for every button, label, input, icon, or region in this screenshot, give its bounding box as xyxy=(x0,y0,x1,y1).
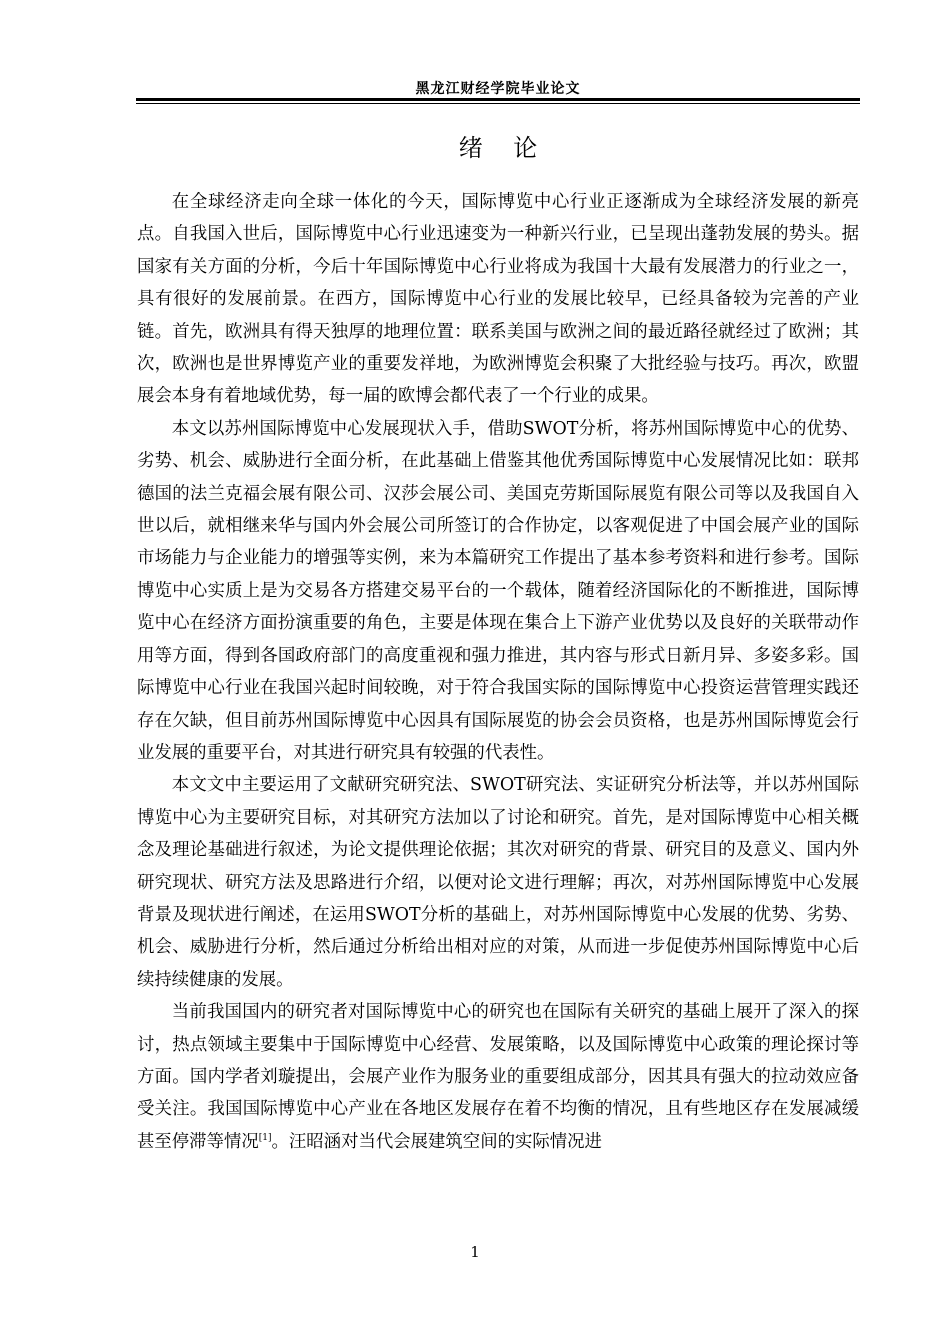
page-number: 1 xyxy=(470,1243,480,1261)
paragraph-text: 当前我国国内的研究者对国际博览中心的研究也在国际有关研究的基础上展开了深入的探讨，热点领域主要集中于国际博览中心经营、发展策略，以及国际博览中心政策的理论探讨等方面。国内学者刘璇提出，会展产业作为服务业的重要组成部分，因其具有强大的拉动效应备受关注。我国国际博览中心产业在各地区发展存在着不均衡的情况，且有些地区存在发展减缓甚至停滞等情况 xyxy=(137,1002,859,1152)
paragraph: 在全球经济走向全球一体化的今天，国际博览中心行业正逐渐成为全球经济发展的新亮点。自我国入世后，国际博览中心行业迅速变为一种新兴行业，已呈现出蓬勃发展的势头。据国家有关方面的分析，今后十年国际博览中心行业将成为我国十大最有发展潜力的行业之一，具有很好的发展前景。在西方，国际博览中心行业的发展比较早，已经具备较为完善的产业链。首先，欧洲具有得天独厚的地理位置：联系美国与欧洲之间的最近路径就经过了欧洲；其次，欧洲也是世界博览产业的重要发祥地，为欧洲博览会积聚了大批经验与技巧。再次，欧盟展会本身有着地域优势，每一届的欧博会都代表了一个行业的成果。 xyxy=(137,192,859,407)
paragraph: 本文以苏州国际博览中心发展现状入手，借助SWOT分析，将苏州国际博览中心的优势、劣势、机会、威胁进行全面分析，在此基础上借鉴其他优秀国际博览中心发展情况比如：联邦德国的法兰克福会展有限公司、汉莎会展公司、美国克劳斯国际展览有限公司等以及我国自入世以后，就相继来华与国内外会展公司所签订的合作协定，以客观促进了中国会展产业的国际市场能力与企业能力的增强等实例，来为本篇研究工作提出了基本参考资料和进行参考。国际博览中心实质上是为交易各方搭建交易平台的一个载体，随着经济国际化的不断推进，国际博览中心在经济方面扮演重要的角色，主要是体现在集合上下游产业优势以及良好的关联带动作用等方面，得到各国政府部门的高度重视和强力推进，其内容与形式日新月异、多姿多彩。国际博览中心行业在我国兴起时间较晚，对于符合我国实际的国际博览中心投资运营管理实践还存在欠缺，但目前苏州国际博览中心因具有国际展览的协会会员资格，也是苏州国际博览会行业发展的重要平台，对其进行研究具有较强的代表性。 xyxy=(137,418,859,763)
header-rule-thin xyxy=(136,103,860,104)
header-rule-thick xyxy=(136,98,860,101)
body-text xyxy=(137,186,859,1158)
running-header-title: 黑龙江财经学院毕业论文 xyxy=(415,81,581,97)
paragraph xyxy=(137,996,859,1158)
citation-mark: [1] xyxy=(258,1132,272,1143)
paragraph-text-tail: 。汪昭涵对当代会展建筑空间的实际情况进 xyxy=(271,1131,602,1152)
paragraph: 本文文中主要运用了文献研究研究法、SWOT研究法、实证研究分析法等，并以苏州国际博览中心为主要研究目标，对其研究方法加以了讨论和研究。首先，是对国际博览中心相关概念及理论基础进行叙述，为论文提供理论依据；其次对研究的背景、研究目的及意义、国内外研究现状、研究方法及思路进行介绍，以便对论文进行理解；再次，对苏州国际博览中心发展背景及现状进行阐述，在运用SWOT分析的基础上，对苏州国际博览中心发展的优势、劣势、机会、威胁进行分析，然后通过分析给出相对应的对策，从而进一步促使苏州国际博览中心后续持续健康的发展。 xyxy=(137,775,859,990)
section-title: 绪 论 xyxy=(458,134,538,162)
